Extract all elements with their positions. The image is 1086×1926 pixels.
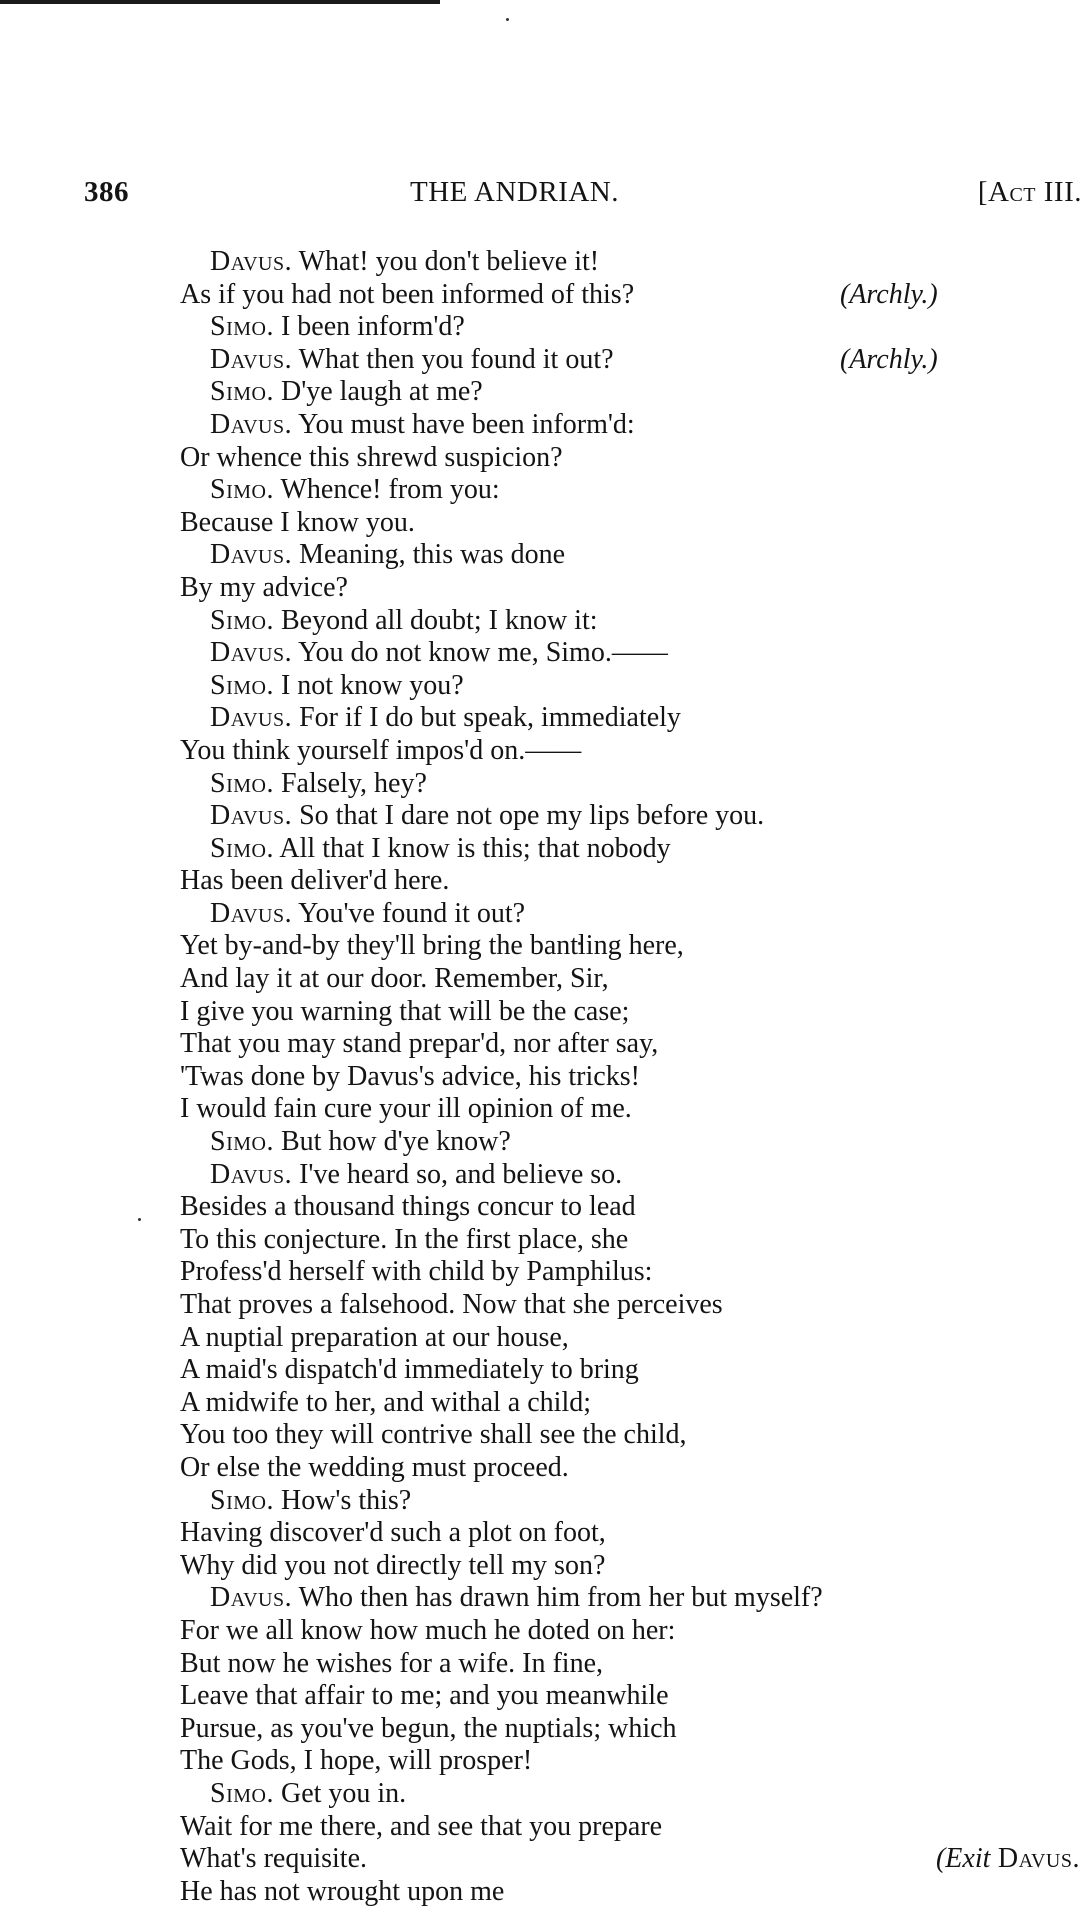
line-text: Besides a thousand things concur to lead (180, 1191, 636, 1223)
verse-line (180, 1256, 1080, 1289)
verse-line (180, 800, 1080, 833)
line-text: That you may stand prepar'd, nor after say, (180, 1028, 659, 1060)
verse-line (180, 539, 1080, 572)
line-text: What then you found it out? (292, 343, 614, 375)
verse-line (180, 1615, 1080, 1648)
line-text: Leave that affair to me; and you meanwhile (180, 1680, 669, 1712)
verse-line (180, 1452, 1080, 1485)
verse-line (180, 833, 1080, 866)
line-text: The Gods, I hope, will prosper! (180, 1745, 533, 1777)
speaker-name: Davus. (210, 897, 293, 929)
verse-line (180, 1713, 1080, 1746)
speaker-name: Simo. (210, 767, 274, 799)
verse-line (180, 311, 1080, 344)
speaker-name: Davus. (210, 246, 293, 277)
line-text: For if I do but speak, immediately (292, 702, 681, 734)
verse-line (180, 605, 1080, 638)
verse-line (180, 1485, 1080, 1518)
verse-line (180, 1419, 1080, 1452)
verse-line (180, 702, 1080, 735)
line-text: Or whence this shrewd suspicion? (180, 441, 563, 473)
verse-line (180, 507, 1080, 540)
speaker-name: Davus. (210, 1582, 293, 1614)
line-text: I not know you? (273, 669, 464, 701)
line-text: How's this? (273, 1484, 412, 1516)
line-text: 'Twas done by Davus's advice, his tricks! (180, 1060, 640, 1092)
line-text: D'ye laugh at me? (273, 376, 483, 408)
verse-line (180, 1876, 1080, 1909)
stage-direction: (Archly.) (840, 278, 938, 310)
line-text: A maid's dispatch'd immediately to bring (180, 1354, 639, 1386)
line-text: Whence! from you: (273, 474, 500, 506)
line-text: As if you had not been informed of this? (180, 278, 635, 310)
verse-line (180, 1843, 1080, 1876)
speaker-name: Simo. (210, 311, 274, 343)
ink-speck (506, 18, 509, 21)
line-text: So that I dare not ope my lips before you. (292, 800, 765, 832)
line-text: You've found it out? (292, 897, 526, 929)
speaker-name: Simo. (210, 604, 274, 636)
speaker-name: Davus. (210, 343, 293, 375)
verse-line (180, 1778, 1080, 1811)
verse-line (180, 1745, 1080, 1778)
line-text: I give you warning that will be the case; (180, 995, 630, 1027)
speaker-name: Simo. (210, 1777, 274, 1809)
speaker-name: Davus. (210, 408, 293, 440)
line-text: That proves a falsehood. Now that she perceives (180, 1289, 723, 1320)
line-text: Or else the wedding must proceed. (180, 1451, 569, 1483)
line-text: Beyond all doubt; I know it: (273, 604, 598, 636)
line-text: Has been deliver'd here. (180, 865, 450, 897)
line-text: For we all know how much he doted on her: (180, 1614, 676, 1646)
verse-line (180, 1093, 1080, 1126)
line-text: Because I know you. (180, 506, 415, 538)
verse-line (180, 376, 1080, 409)
verse-line (180, 963, 1080, 996)
line-text: What's requisite. (180, 1843, 367, 1875)
speaker-name: Davus. (210, 539, 293, 571)
verse-line (180, 1387, 1080, 1420)
line-text: I would fain cure your ill opinion of me. (180, 1093, 632, 1125)
speaker-name: Simo. (210, 832, 274, 864)
top-rule (0, 0, 440, 4)
line-text: All that I know is this; that nobody (273, 832, 671, 864)
verse-line (180, 1648, 1080, 1681)
line-text: But now he wishes for a wife. In fine, (180, 1647, 604, 1679)
speaker-name: Simo. (210, 1484, 274, 1516)
verse-line (180, 246, 1080, 279)
verse-line (180, 1322, 1080, 1355)
line-text: Pursue, as you've begun, the nuptials; which (180, 1712, 677, 1744)
verse-line (180, 735, 1080, 768)
line-text: To this conjecture. In the first place, she (180, 1223, 629, 1255)
verse-line (180, 996, 1080, 1029)
speaker-name: Davus. (210, 702, 293, 734)
verse-line (180, 768, 1080, 801)
line-text: You do not know me, Simo.—— (292, 637, 668, 669)
verse-line (180, 637, 1080, 670)
speaker-name: Davus. (210, 800, 293, 832)
exit-word: (Exit (935, 1843, 991, 1875)
speaker-name: Simo. (210, 669, 274, 701)
verse-line (180, 670, 1080, 703)
ink-speck (138, 1218, 141, 1221)
verse-line (180, 474, 1080, 507)
verse-line (180, 1224, 1080, 1257)
verse-line (180, 1191, 1080, 1224)
verse-line (180, 1811, 1080, 1844)
line-text: A midwife to her, and withal a child; (180, 1386, 592, 1418)
line-text: Meaning, this was done (292, 539, 566, 571)
verse-line (180, 898, 1080, 931)
line-text: Having discover'd such a plot on foot, (180, 1517, 606, 1549)
verse-line (180, 1517, 1080, 1550)
verse-line (180, 1159, 1080, 1192)
act-marker: [Act III. (977, 176, 1082, 208)
page-header (0, 176, 1086, 216)
verse-body (180, 246, 1080, 1908)
verse-line (180, 930, 1080, 963)
verse-line (180, 1550, 1080, 1583)
verse-line (180, 1028, 1080, 1061)
verse-line (180, 442, 1080, 475)
line-text: And lay it at our door. Remember, Sir, (180, 963, 609, 995)
speaker-name: Davus. (210, 1158, 293, 1190)
line-text: Yet by-and-by they'll bring the bantling here, (180, 930, 684, 962)
line-text: What! you don't believe it! (292, 246, 600, 277)
speaker-name: Davus. (210, 637, 293, 669)
verse-line (180, 279, 1080, 312)
verse-line (180, 1354, 1080, 1387)
line-text: I've heard so, and believe so. (292, 1158, 623, 1190)
exit-speaker: Davus. (990, 1843, 1080, 1875)
running-title: THE ANDRIAN. (410, 176, 619, 208)
line-text: Wait for me there, and see that you prepare (180, 1810, 663, 1842)
line-text: He has not wrought upon me (180, 1875, 505, 1907)
line-text: Why did you not directly tell my son? (180, 1549, 606, 1581)
verse-line (180, 1126, 1080, 1159)
stage-direction-exit (936, 1843, 1080, 1876)
line-text: Profess'd herself with child by Pamphilus: (180, 1256, 653, 1288)
line-text: By my advice? (180, 571, 348, 603)
speaker-name: Simo. (210, 1126, 274, 1158)
verse-line (180, 865, 1080, 898)
verse-line (180, 344, 1080, 377)
line-text: You think yourself impos'd on.—— (180, 734, 582, 766)
verse-line (180, 1680, 1080, 1713)
line-text: Falsely, hey? (273, 767, 427, 799)
speaker-name: Simo. (210, 376, 274, 408)
line-text: Who then has drawn him from her but myself? (292, 1582, 823, 1614)
stage-direction: (Archly.) (840, 343, 938, 375)
verse-line (180, 409, 1080, 442)
line-text: You too they will contrive shall see the child, (180, 1419, 687, 1451)
verse-line (180, 1582, 1080, 1615)
page-number: 386 (84, 176, 129, 208)
verse-line (180, 1061, 1080, 1094)
verse-line (180, 572, 1080, 605)
line-text: But how d'ye know? (273, 1126, 511, 1158)
line-text: I been inform'd? (273, 311, 465, 343)
line-text: Get you in. (273, 1777, 407, 1809)
line-text: You must have been inform'd: (292, 408, 635, 440)
line-text: A nuptial preparation at our house, (180, 1321, 569, 1353)
speaker-name: Simo. (210, 474, 274, 506)
verse-line (180, 1289, 1080, 1322)
